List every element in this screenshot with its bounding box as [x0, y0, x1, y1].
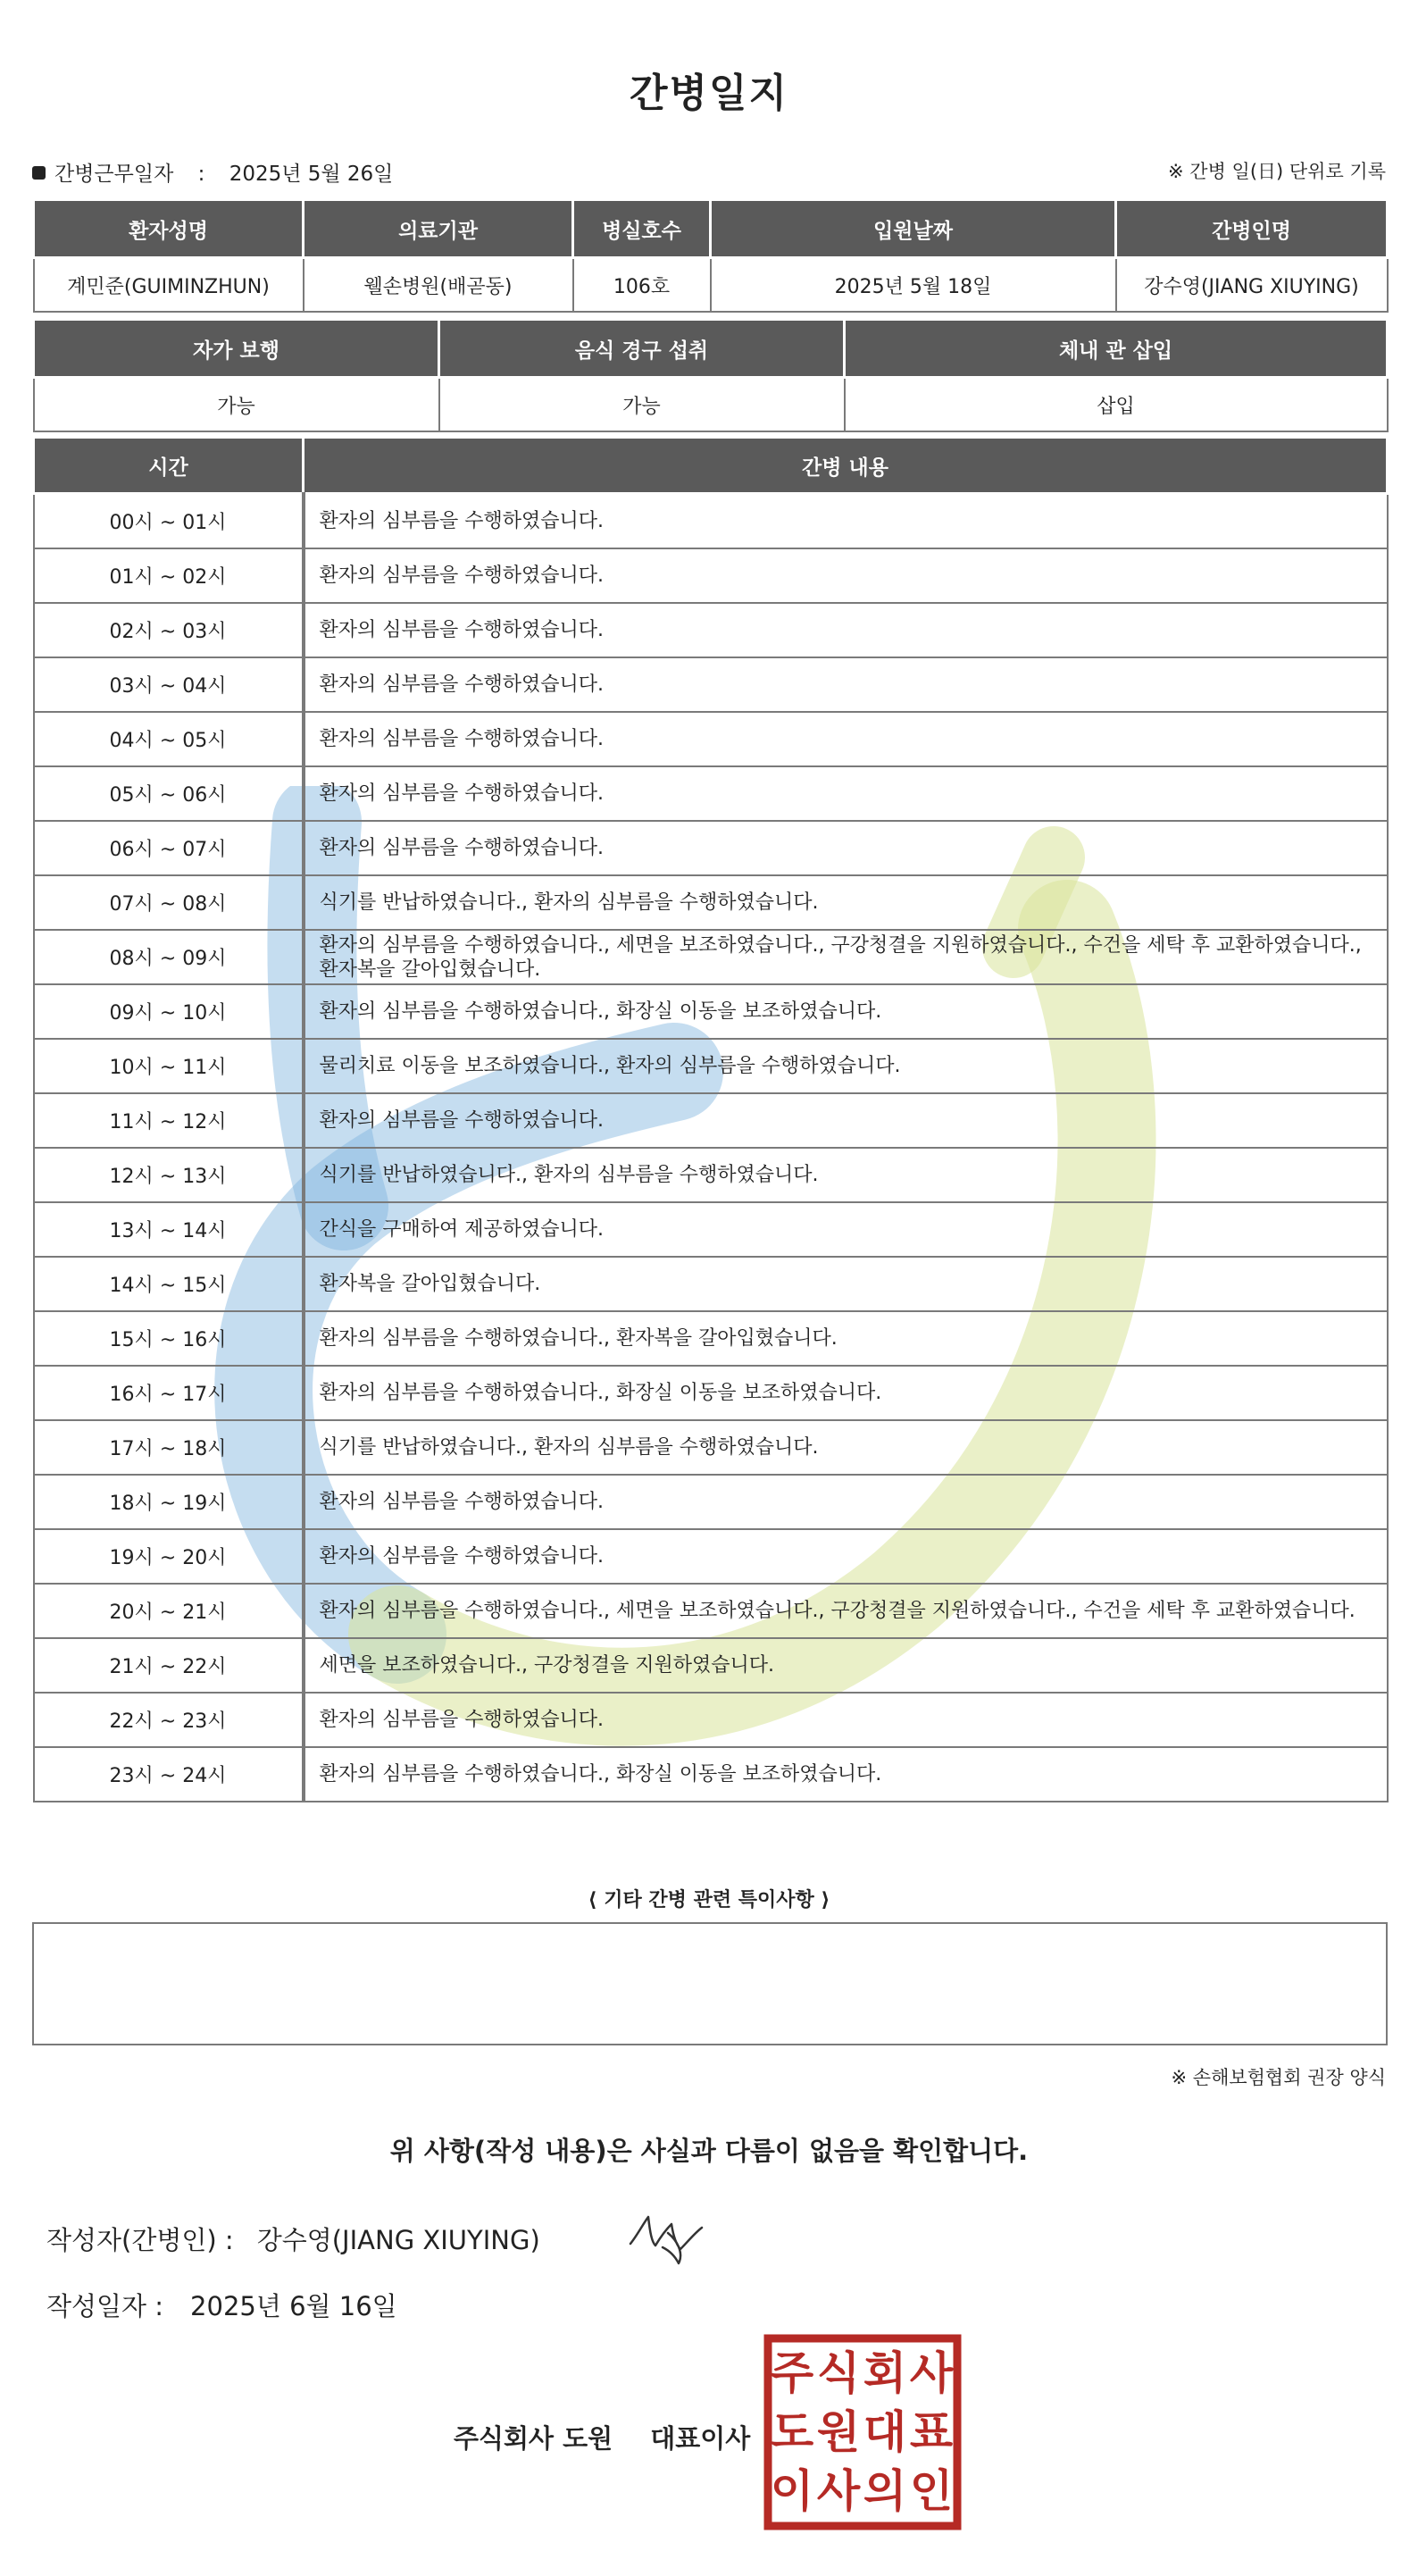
confirmation-statement: 위 사항(작성 내용)은 사실과 다름이 없음을 확인합니다. — [389, 2136, 1029, 2166]
table-row — [34, 821, 1388, 875]
row-care-content: 환자의 심부름을 수행하였습니다. — [304, 494, 1388, 549]
oral-intake-value: 가능 — [439, 378, 845, 432]
table-row — [34, 712, 1388, 766]
header-room: 병실호수 — [573, 200, 711, 258]
table-row — [34, 930, 1388, 984]
company-seal-stamp — [763, 2333, 963, 2531]
seal-character: 사 — [816, 2465, 861, 2517]
row-time: 12시 ~ 13시 — [34, 1148, 304, 1202]
header-tube-insertion: 체내 관 삽입 — [845, 320, 1388, 378]
row-care-content: 환자의 심부름을 수행하였습니다. — [304, 1529, 1388, 1584]
table-row — [34, 1202, 1388, 1257]
row-care-content: 식기를 반납하였습니다., 환자의 심부름을 수행하였습니다. — [304, 1148, 1388, 1202]
admission-date: 2025년 5월 18일 — [711, 258, 1116, 313]
row-time: 13시 ~ 14시 — [34, 1202, 304, 1257]
signature-image — [625, 2197, 707, 2269]
tube-insertion-value: 삽입 — [845, 378, 1388, 432]
row-time: 18시 ~ 19시 — [34, 1475, 304, 1529]
caregiver-name: 강수영(JIANG XIUYING) — [1116, 258, 1388, 313]
table-row — [34, 494, 1388, 549]
page-title: 간병일지 — [629, 71, 788, 116]
row-time: 00시 ~ 01시 — [34, 494, 304, 549]
row-care-content: 환자의 심부름을 수행하였습니다., 세면을 보조하였습니다., 구강청결을 지원하였습니다., 수건을 세탁 후 교환하였습니다. — [304, 1584, 1388, 1638]
header-caregiver-name: 간병인명 — [1116, 200, 1388, 258]
row-time: 04시 ~ 05시 — [34, 712, 304, 766]
seal-character: 의 — [863, 2465, 907, 2517]
row-time: 05시 ~ 06시 — [34, 766, 304, 821]
hospital-name: 웰손병원(배곧동) — [304, 258, 573, 313]
writer-name: 강수영(JIANG XIUYING) — [256, 2225, 540, 2255]
table-row — [34, 1093, 1388, 1148]
bullet-square-icon — [32, 166, 46, 180]
table-row — [34, 1148, 1388, 1202]
row-time: 03시 ~ 04시 — [34, 657, 304, 712]
header-patient-name: 환자성명 — [34, 200, 304, 258]
row-time: 17시 ~ 18시 — [34, 1420, 304, 1475]
seal-character: 원 — [816, 2406, 861, 2458]
remarks-box — [32, 1922, 1388, 2045]
row-care-content: 환자의 심부름을 수행하였습니다. — [304, 821, 1388, 875]
table-row — [34, 1257, 1388, 1311]
care-log-table — [32, 436, 1389, 1802]
patient-name: 계민준(GUIMINZHUN) — [34, 258, 304, 313]
row-care-content: 환자의 심부름을 수행하였습니다., 세면을 보조하였습니다., 구강청결을 지원하였습니다., 수건을 세탁 후 교환하였습니다., 환자복을 갈아입혔습니다. — [304, 930, 1388, 984]
table-row — [34, 1747, 1388, 1802]
work-date-value: 2025년 5월 26일 — [229, 163, 394, 186]
room-number: 106호 — [573, 258, 711, 313]
work-date — [32, 157, 393, 187]
table-row — [34, 657, 1388, 712]
row-care-content: 환자의 심부름을 수행하였습니다. — [304, 657, 1388, 712]
table-row — [34, 1311, 1388, 1366]
header-oral-intake: 음식 경구 섭취 — [439, 320, 845, 378]
work-date-separator: : — [197, 163, 205, 186]
row-care-content: 환자의 심부름을 수행하였습니다. — [304, 1475, 1388, 1529]
association-note: ※ 손해보험협회 권장 양식 — [1171, 2067, 1386, 2088]
header-admission-date: 입원날짜 — [711, 200, 1116, 258]
table-row — [34, 766, 1388, 821]
unit-note: ※ 간병 일(日) 단위로 기록 — [1168, 161, 1386, 182]
row-care-content: 환자의 심부름을 수행하였습니다. — [304, 712, 1388, 766]
table-row — [34, 984, 1388, 1039]
patient-status-table — [32, 318, 1389, 432]
seal-character: 사 — [909, 2347, 954, 2399]
seal-character: 도 — [770, 2406, 814, 2458]
written-date-line — [46, 2287, 397, 2323]
table-row — [34, 1693, 1388, 1747]
seal-character: 인 — [909, 2465, 954, 2517]
row-time: 09시 ~ 10시 — [34, 984, 304, 1039]
row-care-content: 환자의 심부름을 수행하였습니다. — [304, 1693, 1388, 1747]
row-time: 21시 ~ 22시 — [34, 1638, 304, 1693]
patient-info-table — [32, 198, 1389, 313]
table-row — [34, 1584, 1388, 1638]
row-care-content: 간식을 구매하여 제공하였습니다. — [304, 1202, 1388, 1257]
row-care-content: 환자의 심부름을 수행하였습니다., 화장실 이동을 보조하였습니다. — [304, 984, 1388, 1039]
table-row — [34, 1638, 1388, 1693]
company-line — [454, 2419, 750, 2455]
row-care-content: 환자의 심부름을 수행하였습니다. — [304, 548, 1388, 603]
row-care-content: 환자의 심부름을 수행하였습니다., 화장실 이동을 보조하였습니다. — [304, 1747, 1388, 1802]
row-time: 06시 ~ 07시 — [34, 821, 304, 875]
row-time: 16시 ~ 17시 — [34, 1366, 304, 1420]
row-time: 14시 ~ 15시 — [34, 1257, 304, 1311]
row-time: 20시 ~ 21시 — [34, 1584, 304, 1638]
seal-character: 식 — [816, 2347, 861, 2399]
row-time: 23시 ~ 24시 — [34, 1747, 304, 1802]
table-row — [34, 875, 1388, 930]
writer-label: 작성자(간병인) : — [46, 2225, 234, 2255]
row-time: 22시 ~ 23시 — [34, 1693, 304, 1747]
seal-character: 회 — [863, 2347, 907, 2399]
company-representative-title: 대표이사 — [650, 2423, 751, 2454]
row-time: 01시 ~ 02시 — [34, 548, 304, 603]
row-care-content: 환자의 심부름을 수행하였습니다., 화장실 이동을 보조하였습니다. — [304, 1366, 1388, 1420]
row-care-content: 세면을 보조하였습니다., 구강청결을 지원하였습니다. — [304, 1638, 1388, 1693]
seal-character: 주 — [770, 2347, 814, 2399]
seal-character: 표 — [909, 2406, 954, 2458]
table-row — [34, 548, 1388, 603]
written-date-value: 2025년 6월 16일 — [190, 2291, 397, 2321]
row-care-content: 환자의 심부름을 수행하였습니다. — [304, 603, 1388, 657]
header-self-walking: 자가 보행 — [34, 320, 439, 378]
row-time: 10시 ~ 11시 — [34, 1039, 304, 1093]
row-time: 11시 ~ 12시 — [34, 1093, 304, 1148]
row-time: 19시 ~ 20시 — [34, 1529, 304, 1584]
row-care-content: 식기를 반납하였습니다., 환자의 심부름을 수행하였습니다. — [304, 1420, 1388, 1475]
row-care-content: 식기를 반납하였습니다., 환자의 심부름을 수행하였습니다. — [304, 875, 1388, 930]
written-date-label: 작성일자 : — [46, 2291, 164, 2321]
row-time: 07시 ~ 08시 — [34, 875, 304, 930]
seal-character: 대 — [863, 2406, 907, 2458]
row-care-content: 물리치료 이동을 보조하였습니다., 환자의 심부름을 수행하였습니다. — [304, 1039, 1388, 1093]
header-care-content: 간병 내용 — [304, 438, 1388, 494]
row-time: 08시 ~ 09시 — [34, 930, 304, 984]
seal-character: 이 — [770, 2465, 814, 2517]
row-care-content: 환자의 심부름을 수행하였습니다., 환자복을 갈아입혔습니다. — [304, 1311, 1388, 1366]
row-time: 02시 ~ 03시 — [34, 603, 304, 657]
row-care-content: 환자의 심부름을 수행하였습니다. — [304, 766, 1388, 821]
table-row — [34, 1475, 1388, 1529]
row-time: 15시 ~ 16시 — [34, 1311, 304, 1366]
table-row — [34, 1529, 1388, 1584]
company-name: 주식회사 도원 — [454, 2423, 613, 2454]
header-time: 시간 — [34, 438, 304, 494]
table-row — [34, 1366, 1388, 1420]
writer-line — [46, 2221, 540, 2257]
table-row — [34, 1039, 1388, 1093]
table-row — [34, 603, 1388, 657]
remarks-title: ⟨ 기타 간병 관련 특이사항 ⟩ — [588, 1889, 830, 1911]
row-care-content: 환자복을 갈아입혔습니다. — [304, 1257, 1388, 1311]
work-date-label: 간병근무일자 — [54, 163, 174, 186]
header-hospital: 의료기관 — [304, 200, 573, 258]
table-row — [34, 1420, 1388, 1475]
row-care-content: 환자의 심부름을 수행하였습니다. — [304, 1093, 1388, 1148]
self-walking-value: 가능 — [34, 378, 439, 432]
